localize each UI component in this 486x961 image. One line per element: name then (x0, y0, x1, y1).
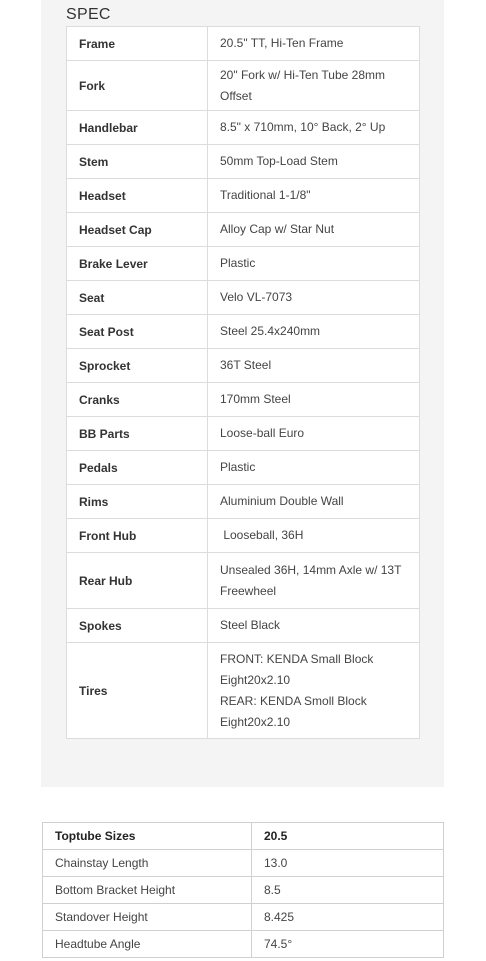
spec-value (208, 485, 420, 519)
spec-value (208, 609, 420, 643)
spec-value-line: Steel Black (220, 618, 281, 632)
spec-value (208, 61, 420, 111)
geometry-label: Standover Height (43, 904, 252, 931)
spec-value (208, 349, 420, 383)
spec-label: Seat Post (67, 315, 208, 349)
spec-row (67, 609, 420, 643)
spec-value-line: Plastic (220, 460, 256, 474)
spec-value-line: 36T Steel (220, 358, 272, 372)
spec-label: Handlebar (67, 111, 208, 145)
geometry-value: 20.5 (252, 823, 444, 850)
spec-value-line: Alloy Cap w/ Star Nut (220, 222, 335, 236)
spec-row (67, 315, 420, 349)
spec-value (208, 315, 420, 349)
spec-row (67, 519, 420, 553)
spec-value-line: Traditional 1-1/8" (220, 188, 311, 202)
spec-value (208, 417, 420, 451)
geometry-value: 8.425 (252, 904, 444, 931)
spec-label: Rear Hub (67, 553, 208, 609)
spec-row (67, 61, 420, 111)
geometry-label: Bottom Bracket Height (43, 877, 252, 904)
spec-value-line: Velo VL-7073 (220, 290, 293, 304)
spec-row (67, 349, 420, 383)
spec-value (208, 553, 420, 609)
spec-value-line: REAR: KENDA Smoll Block (220, 693, 367, 708)
spec-label: Headset (67, 179, 208, 213)
spec-label: Rims (67, 485, 208, 519)
spec-row (67, 179, 420, 213)
spec-value (208, 451, 420, 485)
spec-value (208, 111, 420, 145)
spec-row (67, 383, 420, 417)
spec-label: Cranks (67, 383, 208, 417)
spec-label: Stem (67, 145, 208, 179)
spec-value (208, 383, 420, 417)
geometry-row (43, 877, 444, 904)
spec-label: Fork (67, 61, 208, 111)
geometry-label: Toptube Sizes (43, 823, 252, 850)
spec-value (208, 145, 420, 179)
spec-value-line: 20" Fork w/ Hi-Ten Tube 28mm (220, 67, 385, 82)
spec-row (67, 27, 420, 61)
geometry-value: 8.5 (252, 877, 444, 904)
spec-label: Headset Cap (67, 213, 208, 247)
spec-value-line: 20.5" TT, Hi-Ten Frame (220, 36, 344, 50)
spec-value (208, 519, 420, 553)
spec-label: Frame (67, 27, 208, 61)
spec-value-line: Aluminium Double Wall (220, 494, 344, 508)
spec-row (67, 281, 420, 315)
spec-title: SPEC (66, 6, 111, 23)
spec-value-line: Steel 25.4x240mm (220, 324, 321, 338)
spec-value-line: FRONT: KENDA Small Block (220, 651, 374, 666)
spec-value-line: 8.5" x 710mm, 10° Back, 2° Up (220, 120, 386, 134)
spec-row (67, 145, 420, 179)
spec-label: Brake Lever (67, 247, 208, 281)
spec-value (208, 179, 420, 213)
spec-row (67, 553, 420, 609)
spec-table (66, 26, 420, 739)
spec-value-line: Eight20x2.10 (220, 672, 291, 687)
spec-row (67, 213, 420, 247)
geometry-label: Chainstay Length (43, 850, 252, 877)
geometry-row (43, 904, 444, 931)
spec-row (67, 643, 420, 739)
geometry-label: Headtube Angle (43, 931, 252, 958)
geometry-row (43, 850, 444, 877)
geometry-header-row (43, 823, 444, 850)
spec-value-line: Freewheel (220, 583, 277, 598)
spec-row (67, 417, 420, 451)
geometry-table (42, 822, 444, 958)
spec-value-line: 170mm Steel (220, 392, 291, 406)
geometry-value: 74.5° (252, 931, 444, 958)
spec-value-line: Eight20x2.10 (220, 714, 291, 729)
spec-label: BB Parts (67, 417, 208, 451)
spec-row (67, 485, 420, 519)
geometry-row (43, 931, 444, 958)
spec-value-line: 50mm Top-Load Stem (220, 154, 338, 168)
spec-value (208, 213, 420, 247)
spec-row (67, 247, 420, 281)
geometry-value: 13.0 (252, 850, 444, 877)
spec-value-line: Unsealed 36H, 14mm Axle w/ 13T (220, 562, 402, 577)
spec-row (67, 111, 420, 145)
spec-row (67, 451, 420, 485)
spec-value-line: Loose-ball Euro (220, 426, 305, 440)
spec-label: Spokes (67, 609, 208, 643)
spec-label: Seat (67, 281, 208, 315)
spec-value (208, 27, 420, 61)
spec-value-line: Plastic (220, 256, 256, 270)
spec-value-line: Offset (220, 88, 252, 103)
spec-value-line: Looseball, 36H (220, 528, 304, 542)
spec-value (208, 247, 420, 281)
spec-label: Pedals (67, 451, 208, 485)
spec-value (208, 281, 420, 315)
spec-value (208, 643, 420, 739)
spec-label: Tires (67, 643, 208, 739)
spec-label: Sprocket (67, 349, 208, 383)
spec-label: Front Hub (67, 519, 208, 553)
